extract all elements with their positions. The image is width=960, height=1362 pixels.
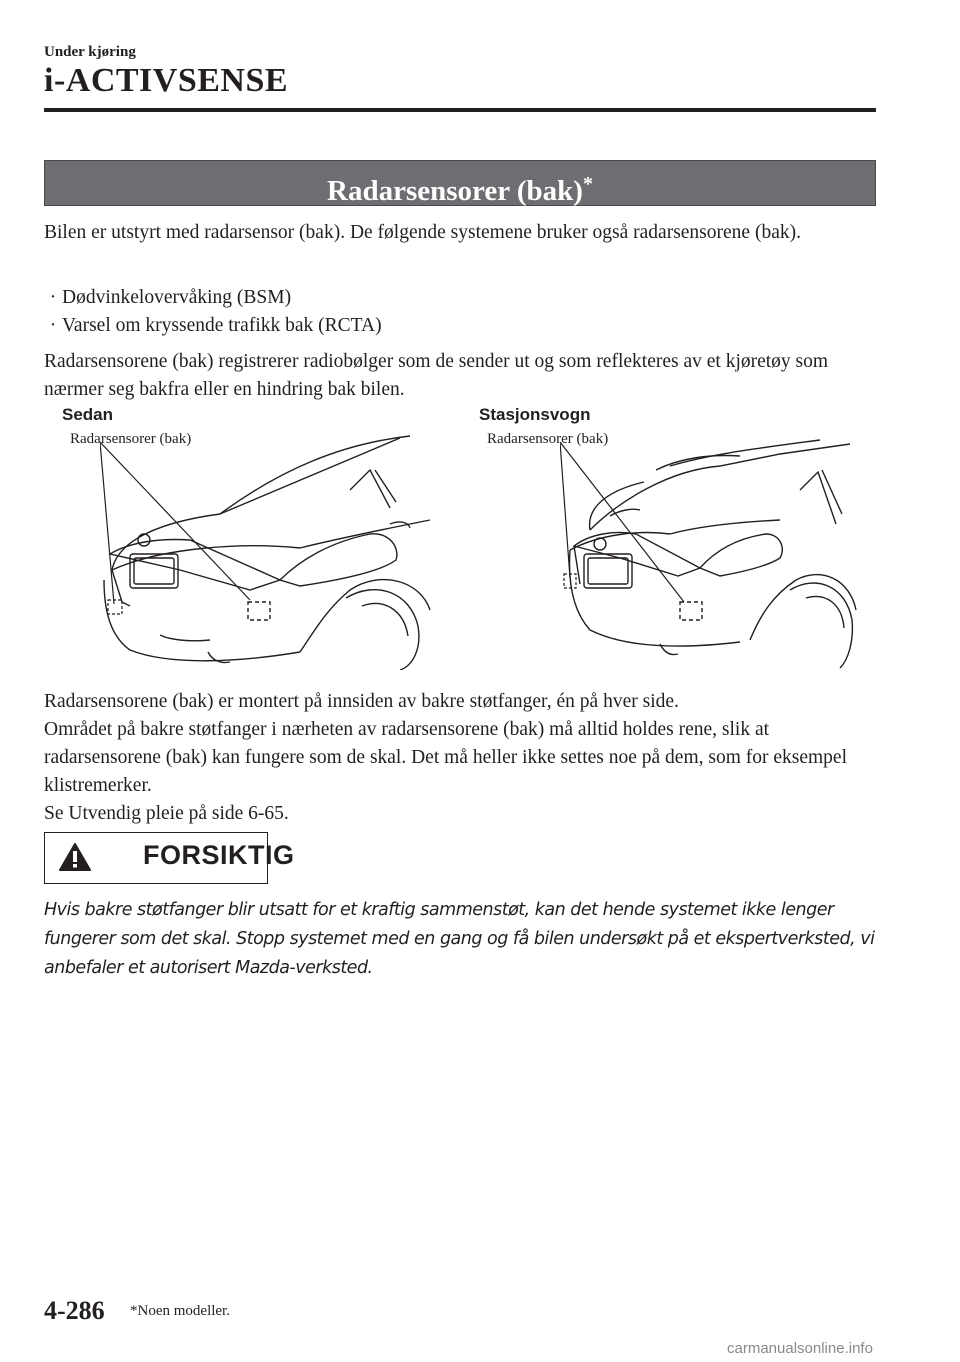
- system-list-item: · Varsel om kryssende trafikk bak (RCTA): [49, 315, 382, 336]
- caution-label: FORSIKTIG: [143, 840, 295, 870]
- figure-label-sedan: Sedan: [62, 405, 114, 424]
- header-divider: [44, 108, 876, 112]
- figure-callout-wagon: Radarsensorer (bak): [487, 431, 609, 447]
- watermark: carmanualsonline.info: [727, 1340, 873, 1357]
- caution-body: Hvis bakre støtfanger blir utsatt for et kraftig sammenstøt, kan det hende systemet ikke lenger fungerer som det skal. Stopp systemet med en gang og få bilen undersøkt på et ekspertverksted, vi anbefaler et autorisert Mazda-verksted.: [44, 900, 875, 978]
- chapter-title: i-ACTIVSENSE: [44, 62, 289, 99]
- section-title-marker: *: [582, 173, 593, 195]
- intro-paragraph: Bilen er utstyrt med radarsensor (bak). De følgende systemene bruker også radarsensorene (bak).: [44, 222, 801, 243]
- section-title: Radarsensorer (bak): [327, 175, 583, 207]
- system-list-item: · Dødvinkelovervåking (BSM): [49, 287, 292, 308]
- footnote: *Noen modeller.: [130, 1303, 230, 1319]
- reference-paragraph: Se Utvendig pleie på side 6-65.: [44, 803, 289, 824]
- figure-callout-sedan: Radarsensorer (bak): [70, 431, 192, 447]
- system-list-item-text: Varsel om kryssende trafikk bak (RCTA): [62, 315, 382, 336]
- description-paragraph: Radarsensorene (bak) registrerer radiobølger som de sender ut og som reflekteres av et kjøretøy som nærmer seg bakfra eller en hindring bak bilen.: [44, 351, 829, 400]
- warning-triangle-icon: [58, 842, 92, 872]
- wagon-rear-illustration: [560, 430, 860, 670]
- mounting-paragraph: Radarsensorene (bak) er montert på innsiden av bakre støtfanger, én på hver side.: [44, 691, 679, 712]
- sedan-rear-illustration: [100, 430, 440, 670]
- section-label: Under kjøring: [44, 44, 136, 60]
- section-title-banner: [44, 160, 876, 206]
- system-list-item-text: Dødvinkelovervåking (BSM): [62, 287, 292, 308]
- figure-label-wagon: Stasjonsvogn: [479, 405, 591, 424]
- cleaning-paragraph: Området på bakre støtfanger i nærheten av radarsensorene (bak) må alltid holdes rene, slik at radarsensorene (bak) kan fungere som de skal. Det må heller ikke settes noe på dem, som for eksempel klistremerker.: [44, 719, 848, 796]
- page-number: 4-286: [44, 1296, 105, 1325]
